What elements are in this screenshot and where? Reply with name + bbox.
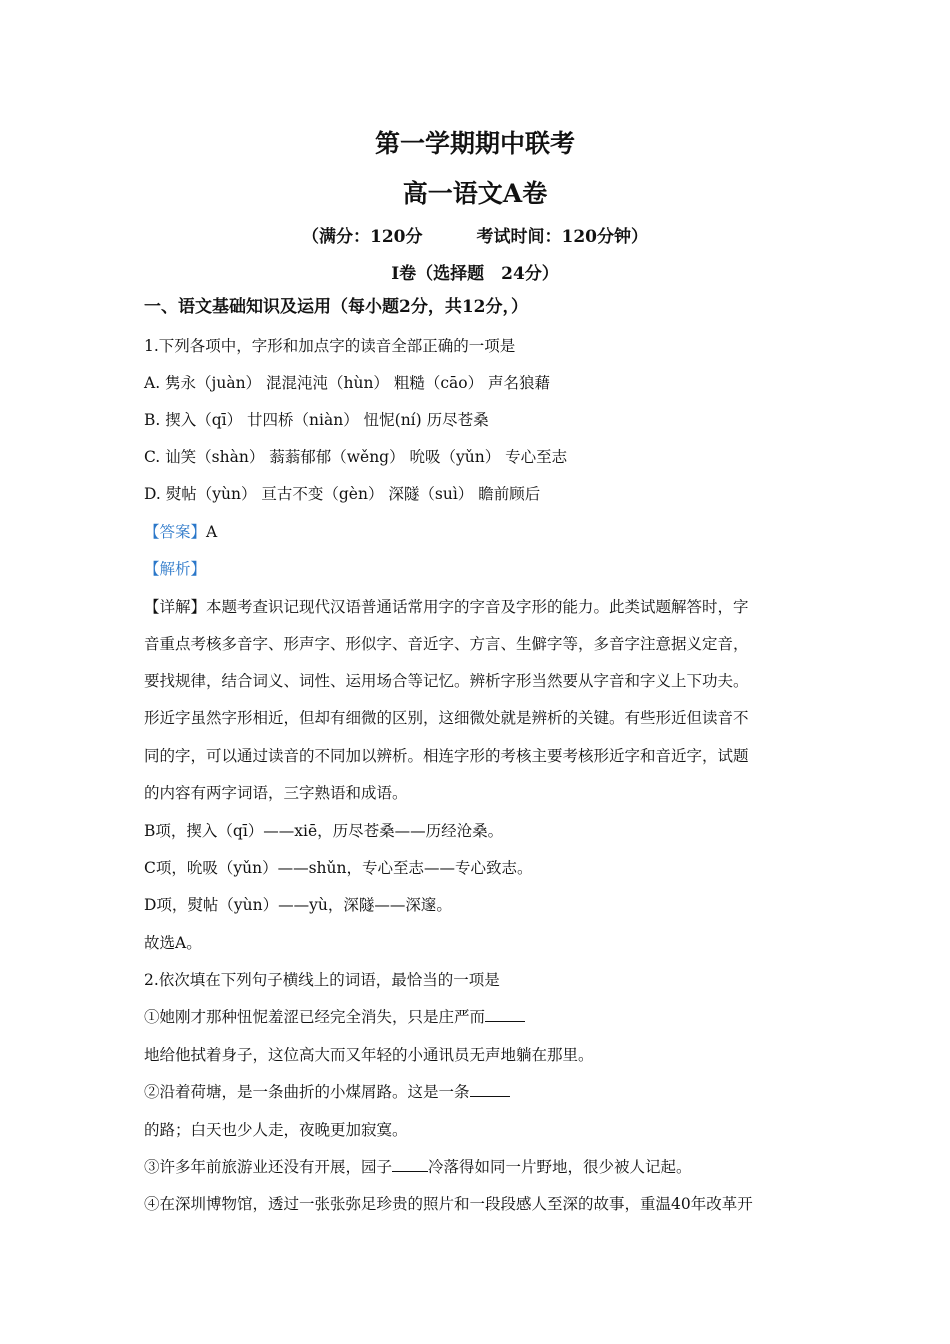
detail-line: 【详解】本题考查识记现代汉语普通话常用字的字音及字形的能力。此类试题解答时，字	[144, 598, 749, 616]
exam-info	[0, 222, 950, 247]
sentence-text: ①她刚才那种忸怩羞涩已经完全消失，只是庄严而	[144, 1008, 486, 1026]
q1-option-d: D. 熨帖（yùn） 亘古不变（gèn） 深隧（suì） 瞻前顾后	[144, 485, 541, 503]
q2-sentence-2-cont: 的路；白天也少人走，夜晚更加寂寞。	[144, 1121, 408, 1139]
score-info: （满分：120分	[302, 227, 423, 247]
q2-sentence-4: ④在深圳博物馆，透过一张张弥足珍贵的照片和一段段感人至深的故事，重温40年改革开	[144, 1195, 753, 1213]
q2-sentence-1	[144, 1007, 814, 1027]
exam-subtitle: 高一语文A卷	[402, 179, 548, 208]
q1-stem: 1.下列各项中，字形和加点字的读音全部正确的一项是	[144, 337, 516, 355]
answer-tag: 【答案】	[144, 523, 207, 541]
detail-line: 要找规律，结合词义、词性、运用场合等记忆。辨析字形当然要从字音和字义上下功夫。	[144, 672, 749, 690]
note-line: 故选A。	[144, 934, 202, 952]
answer-value: A	[206, 523, 218, 541]
sentence-text: ②沿着荷塘，是一条曲折的小煤屑路。这是一条	[144, 1083, 470, 1101]
exam-title: 第一学期期中联考	[374, 129, 575, 158]
sentence-text: 冷落得如同一片野地，很少被人记起。	[428, 1158, 692, 1176]
fill-blank	[392, 1157, 428, 1172]
q2-sentence-3	[144, 1157, 814, 1177]
detail-line: 音重点考核多音字、形声字、形似字、音近字、方言、生僻字等，多音字注意据义定音，	[144, 635, 749, 653]
detail-line: 同的字，可以通过读音的不同加以辨析。相连字形的考核主要考核形近字和音近字，试题	[144, 747, 749, 765]
note-line: D项，熨帖（yùn）——yù，深隧——深邃。	[144, 896, 452, 914]
note-line: B项，揳入（qī）——xiē，历尽苍桑——历经沧桑。	[144, 822, 504, 840]
section-title: I卷（选择题 24分）	[391, 264, 559, 284]
detail-line: 形近字虽然字形相近，但却有细微的区别，这细微处就是辨析的关键。有些形近但读音不	[144, 709, 749, 727]
note-line: C项，吮吸（yǔn）——shǔn，专心至志——专心致志。	[144, 859, 533, 877]
q2-sentence-1-cont: 地给他拭着身子，这位高大而又年轻的小通讯员无声地躺在那里。	[144, 1046, 594, 1064]
q1-answer	[144, 522, 814, 542]
q2-stem: 2.依次填在下列句子横线上的词语，最恰当的一项是	[144, 971, 500, 989]
q2-sentence-2	[144, 1082, 814, 1102]
analysis-tag: 【解析】	[144, 560, 207, 578]
part1-heading: 一、语文基础知识及运用（每小题2分，共12分，）	[144, 297, 528, 317]
fill-blank	[485, 1007, 525, 1022]
q1-option-a: A. 隽永（juàn） 混混沌沌（hùn） 粗糙（cāo） 声名狼藉	[144, 374, 551, 392]
time-info: 考试时间：120分钟）	[476, 227, 648, 247]
fill-blank	[470, 1082, 510, 1097]
q1-option-b: B. 揳入（qī） 廿四桥（niàn） 忸怩(ní) 历尽苍桑	[144, 411, 489, 429]
detail-line: 的内容有两字词语，三字熟语和成语。	[144, 784, 408, 802]
q1-option-c: C. 讪笑（shàn） 蓊蓊郁郁（wěng） 吮吸（yǔn） 专心至志	[144, 448, 568, 466]
sentence-text: ③许多年前旅游业还没有开展，园子	[144, 1158, 393, 1176]
